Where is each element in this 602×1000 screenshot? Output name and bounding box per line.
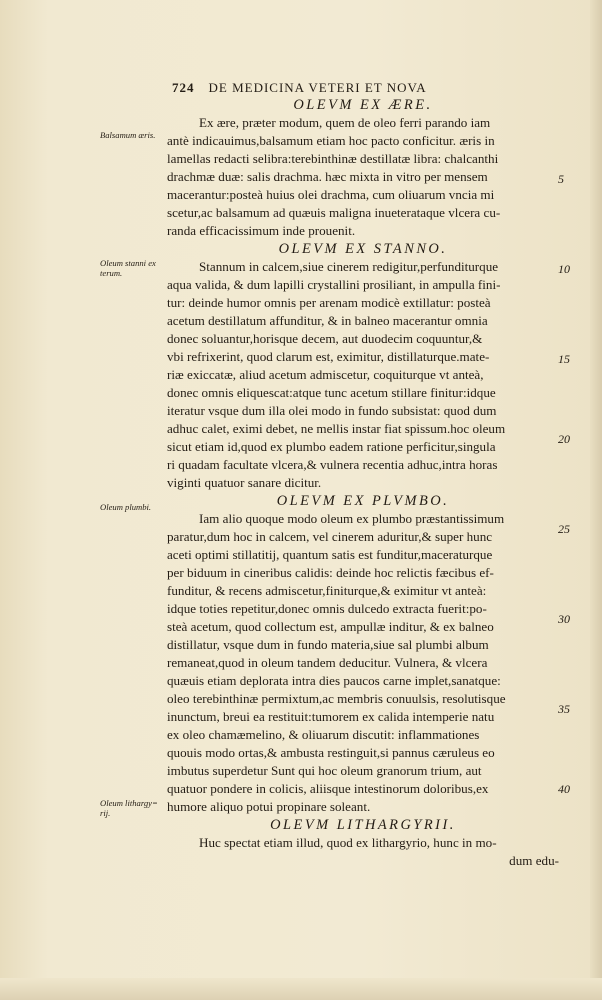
text-line: drachmæ duæ: salis drachma. hæc mixta in vitro per mensem	[167, 169, 488, 184]
running-title: DE MEDICINA VETERI ET NOVA	[208, 80, 427, 95]
text-line: aqua valida, & dum lapilli crystallini prosiliant, in ampulla fini-	[167, 277, 501, 292]
margin-note-plumbi: Oleum plumbi.	[100, 502, 152, 512]
text-line: randa efficacissimum inde prouenit.	[167, 223, 356, 238]
line-number: 15	[558, 352, 570, 366]
text-line: funditur, & recens admiscetur,finiturque,& eximitur vt anteà:	[167, 583, 487, 598]
page-bottom-edge	[0, 978, 602, 1000]
line-number: 25	[558, 522, 570, 536]
text-line: steà acetum, quod collectum est, ampullæ inditur, & ex balneo	[167, 619, 494, 634]
text-line: Stannum in calcem,siue cinerem redigitur,perfunditurque	[199, 259, 499, 274]
text-line: inunctum, breui ea restituit:tumorem ex calida intemperie natu	[167, 709, 495, 724]
text-line: Iam alio quoque modo oleum ex plumbo præstantissimum	[199, 511, 505, 526]
text-line: antè indicauimus,balsamum etiam hoc pacto conficitur. æris in	[167, 133, 495, 148]
text-line: dum edu-	[509, 853, 559, 868]
text-line: quouis modo ortas,& ambusta restinguit,si pannus cæruleus eo	[167, 745, 495, 760]
text-line: Huc spectat etiam illud, quod ex lithargyrio, hunc in mo-	[199, 835, 497, 850]
line-number: 10	[558, 262, 570, 276]
section-title: OLEVM EX ÆRE.	[293, 97, 433, 113]
text-line: iteratur vsque dum illa olei modo in fundo subsistat: quod dum	[167, 403, 497, 418]
text-line: sicut etiam id,quod ex plumbo eadem ratione perficitur,singula	[167, 439, 496, 454]
text-line: acetum destillatum affunditur, & in balneo macerantur omnia	[167, 313, 488, 328]
text-line: humore aliquo potui propinare soleant.	[167, 799, 371, 814]
text-line: donec soluantur,horisque decem, aut duodecim coquuntur,&	[167, 331, 483, 346]
text-line: imbutus superdetur Sunt qui hoc oleum granorum trium, aut	[167, 763, 482, 778]
line-number: 35	[558, 702, 570, 716]
text-line: riæ exiccatæ, aliud acetum admiscetur, coquiturque vt anteà,	[167, 367, 484, 382]
section-title: OLEVM LITHARGYRII.	[270, 817, 456, 833]
text-line: macerantur:posteà huius olei drachma, cum oliuarum vncia mi	[167, 187, 495, 202]
page-number: 724	[172, 80, 195, 95]
text-line: remaneat,quod in oleum tandem deducitur. Vulnera, & vlcera	[167, 655, 488, 670]
text-line: aceti optimi stillatitij, quantum satis est funditur,maceraturque	[167, 547, 493, 562]
text-line: donec omnis eliquescat:atque tunc acetum stillare finitur:idque	[167, 385, 496, 400]
line-number: 20	[558, 432, 570, 446]
text-line: distillatur, vsque dum in fundo materia,siue sal plumbi album	[167, 637, 489, 652]
text-line: quatuor pondere in colicis, aliisque intestinorum doloribus,ex	[167, 781, 489, 796]
text-line: lamellas redacti selibra:terebinthinæ destillatæ libra: chalcanthi	[167, 151, 499, 166]
text-line: Ex ære, præter modum, quem de oleo ferri parando iam	[199, 115, 491, 130]
text-line: oleo terebinthinæ permixtum,ac membris conuulsis, resolutisque	[167, 691, 506, 706]
text-line: ex oleo chamæmelino, & oliuarum discutit: inflammationes	[167, 727, 480, 742]
section-title: OLEVM EX PLVMBO.	[276, 493, 450, 509]
text-line: viginti quatuor sanare dicitur.	[167, 475, 322, 490]
section-title: OLEVM EX STANNO.	[278, 241, 448, 257]
text-line: quæuis etiam deplorata intra dies paucos carne implet,sanatque:	[167, 673, 501, 688]
text-line: idque toties repetitur,donec omnis dulcedo extracta fuerit:po-	[167, 601, 487, 616]
margin-note-balsamum: Balsamum æris.	[100, 130, 156, 140]
text-line: per biduum in cineribus calidis: deinde hoc relictis fæcibus ef-	[167, 565, 494, 580]
line-number: 30	[558, 612, 570, 626]
text-line: tur: deinde humor omnis per arenam modicè extillatur: posteà	[167, 295, 491, 310]
margin-note-lithargyrii: Oleum lithargy= rij.	[100, 798, 158, 818]
page-edge	[590, 0, 602, 1000]
running-header	[172, 80, 552, 96]
line-number: 40	[558, 782, 570, 796]
margin-note-stanni: Oleum stanni ex terum.	[100, 258, 156, 278]
text-line: adhuc calet, eximi debet, ne mellis instar fiat spissum.hoc oleum	[167, 421, 506, 436]
line-number: 5	[558, 172, 564, 186]
text-line: scetur,ac balsamum ad quæuis maligna inueterataque vlcera cu-	[167, 205, 501, 220]
text-line: vbi refrixerint, quod clarum est, eximitur, distillaturque.mate-	[167, 349, 490, 364]
main-text	[167, 96, 559, 870]
text-line: paratur,dum hoc in calcem, vel cinerem aduritur,& super hunc	[167, 529, 493, 544]
text-line: ri quadam facultate vlcera,& vulnera recentia adhuc,intra horas	[167, 457, 498, 472]
